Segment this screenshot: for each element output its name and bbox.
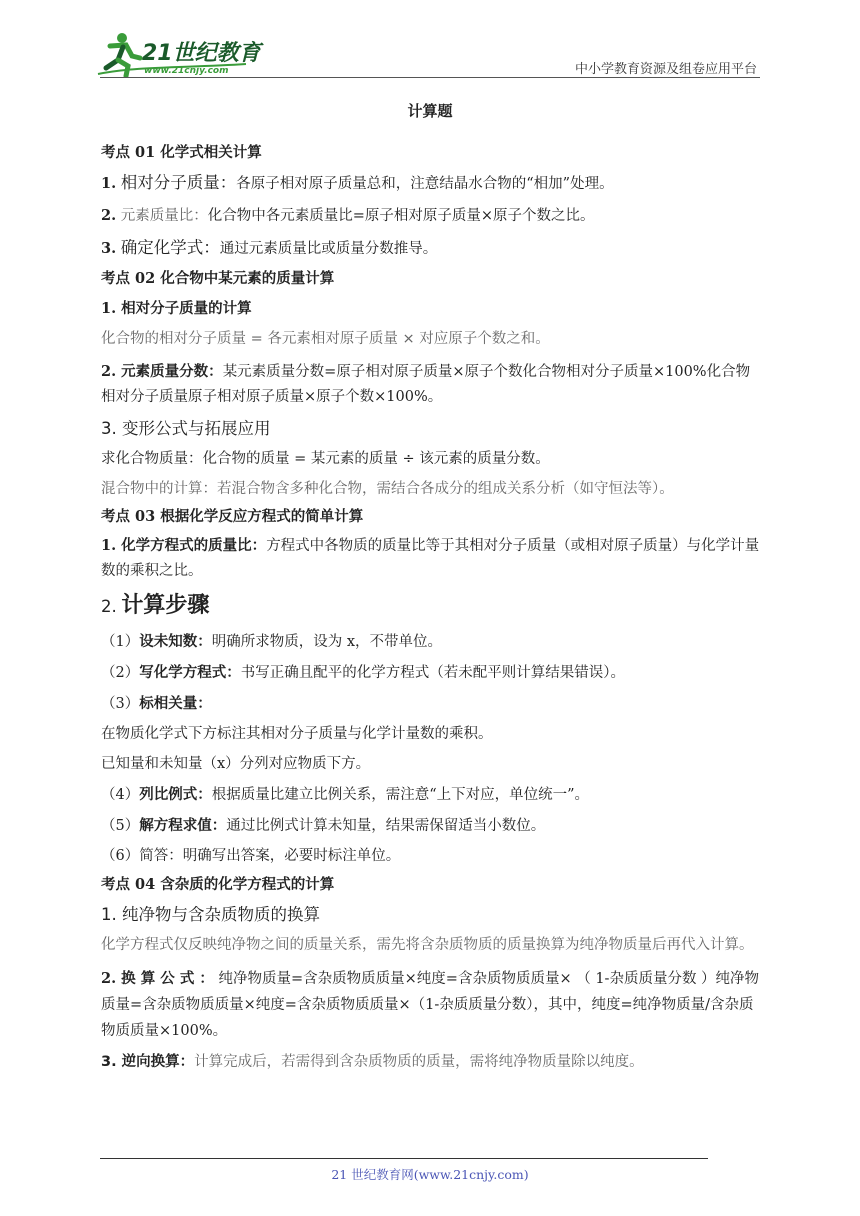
s3-step-1: （1）设未知数：明确所求物质，设为 x，不带单位。 (101, 633, 443, 650)
section-title-02: 考点 02 化合物中某元素的质量计算 (101, 270, 335, 287)
section-title-03: 考点 03 根据化学反应方程式的简单计算 (101, 508, 364, 525)
platform-name: 中小学教育资源及组卷应用平台 (574, 62, 757, 77)
s3-item-1: 1. 化学方程式的质量比：方程式中各物质的质量比等于其相对分子质量（或相对原子质量）与化学计量数的乘积之比。 (101, 537, 760, 579)
s3-step-4: （4）列比例式：根据质量比建立比例关系，需注意“上下对应，单位统一”。 (101, 786, 590, 803)
s3-step-3-desc-2: 已知量和未知量（x）分列对应物质下方。 (101, 756, 371, 772)
s3-step-5: （5）解方程求值：通过比例式计算未知量，结果需保留适当小数位。 (101, 817, 546, 834)
page-header (0, 0, 860, 86)
s4-item-2: 2. 换 算 公 式 ： 纯净物质量=含杂质物质质量×纯度=含杂质物质质量× （ 1-杂质质量分数 ）纯净物质量=含杂质物质质量×纯度=含杂质物质质量×（1-杂质质量分数），其中，纯度=纯净物质量/含杂质物质质量×100%。 (101, 970, 760, 1039)
logo-url: www.21cnjy.com (144, 66, 229, 76)
s3-item-2: 2. 计算步骤 (101, 593, 210, 618)
s3-step-3-desc-1: 在物质化学式下方标注其相对分子质量与化学计量数的乘积。 (101, 726, 493, 742)
s3-step-6: （6）简答：明确写出答案，必要时标注单位。 (101, 848, 401, 864)
s3-step-3: （3）标相关量： (101, 695, 212, 712)
s1-item-1: 1. 相对分子质量：各原子相对原子质量总和，注意结晶水合物的“相加”处理。 (101, 173, 614, 192)
s3-step-2: （2）写化学方程式：书写正确且配平的化学方程式（若未配平则计算结果错误）。 (101, 664, 625, 681)
s2-item-3: 3. 变形公式与拓展应用 (101, 419, 271, 438)
s2-item-3-desc-2: 混合物中的计算：若混合物含多种化合物，需结合各成分的组成关系分析（如守恒法等）。 (101, 481, 674, 497)
section-title-04: 考点 04 含杂质的化学方程式的计算 (101, 876, 335, 893)
s1-item-2: 2. 元素质量比：化合物中各元素质量比=原子相对原子质量×原子个数之比。 (101, 207, 595, 224)
header-divider (100, 77, 760, 78)
s2-item-2: 2. 元素质量分数：某元素质量分数=原子相对原子质量×原子个数化合物相对分子质量×100%化合物相对分子质量原子相对原子质量×原子个数×100%。 (101, 363, 751, 405)
site-logo (96, 30, 266, 78)
s2-item-1-desc: 化合物的相对分子质量 = 各元素相对原子质量 × 对应原子个数之和。 (101, 331, 550, 347)
document-body (101, 140, 763, 1073)
section-title-01: 考点 01 化学式相关计算 (101, 144, 262, 161)
s4-item-1-desc: 化学方程式仅反映纯净物之间的质量关系，需先将含杂质物质的质量换算为纯净物质量后再代入计算。 (101, 937, 754, 953)
s4-item-3: 3. 逆向换算：计算完成后，若需得到含杂质物质的质量，需将纯净物质量除以纯度。 (101, 1054, 644, 1070)
s2-item-3-desc-1: 求化合物质量：化合物的质量 = 某元素的质量 ÷ 该元素的质量分数。 (101, 451, 550, 467)
footer-text: 21 世纪教育网(www.21cnjy.com) (331, 1167, 529, 1182)
s2-item-1: 1. 相对分子质量的计算 (101, 300, 252, 317)
s1-item-3: 3. 确定化学式：通过元素质量比或质量分数推导。 (101, 238, 438, 257)
footer-divider (100, 1158, 708, 1159)
s4-item-1: 1. 纯净物与含杂质物质的换算 (101, 905, 320, 924)
logo-text: 21世纪教育 (142, 41, 261, 66)
page-title: 计算题 (407, 102, 453, 120)
